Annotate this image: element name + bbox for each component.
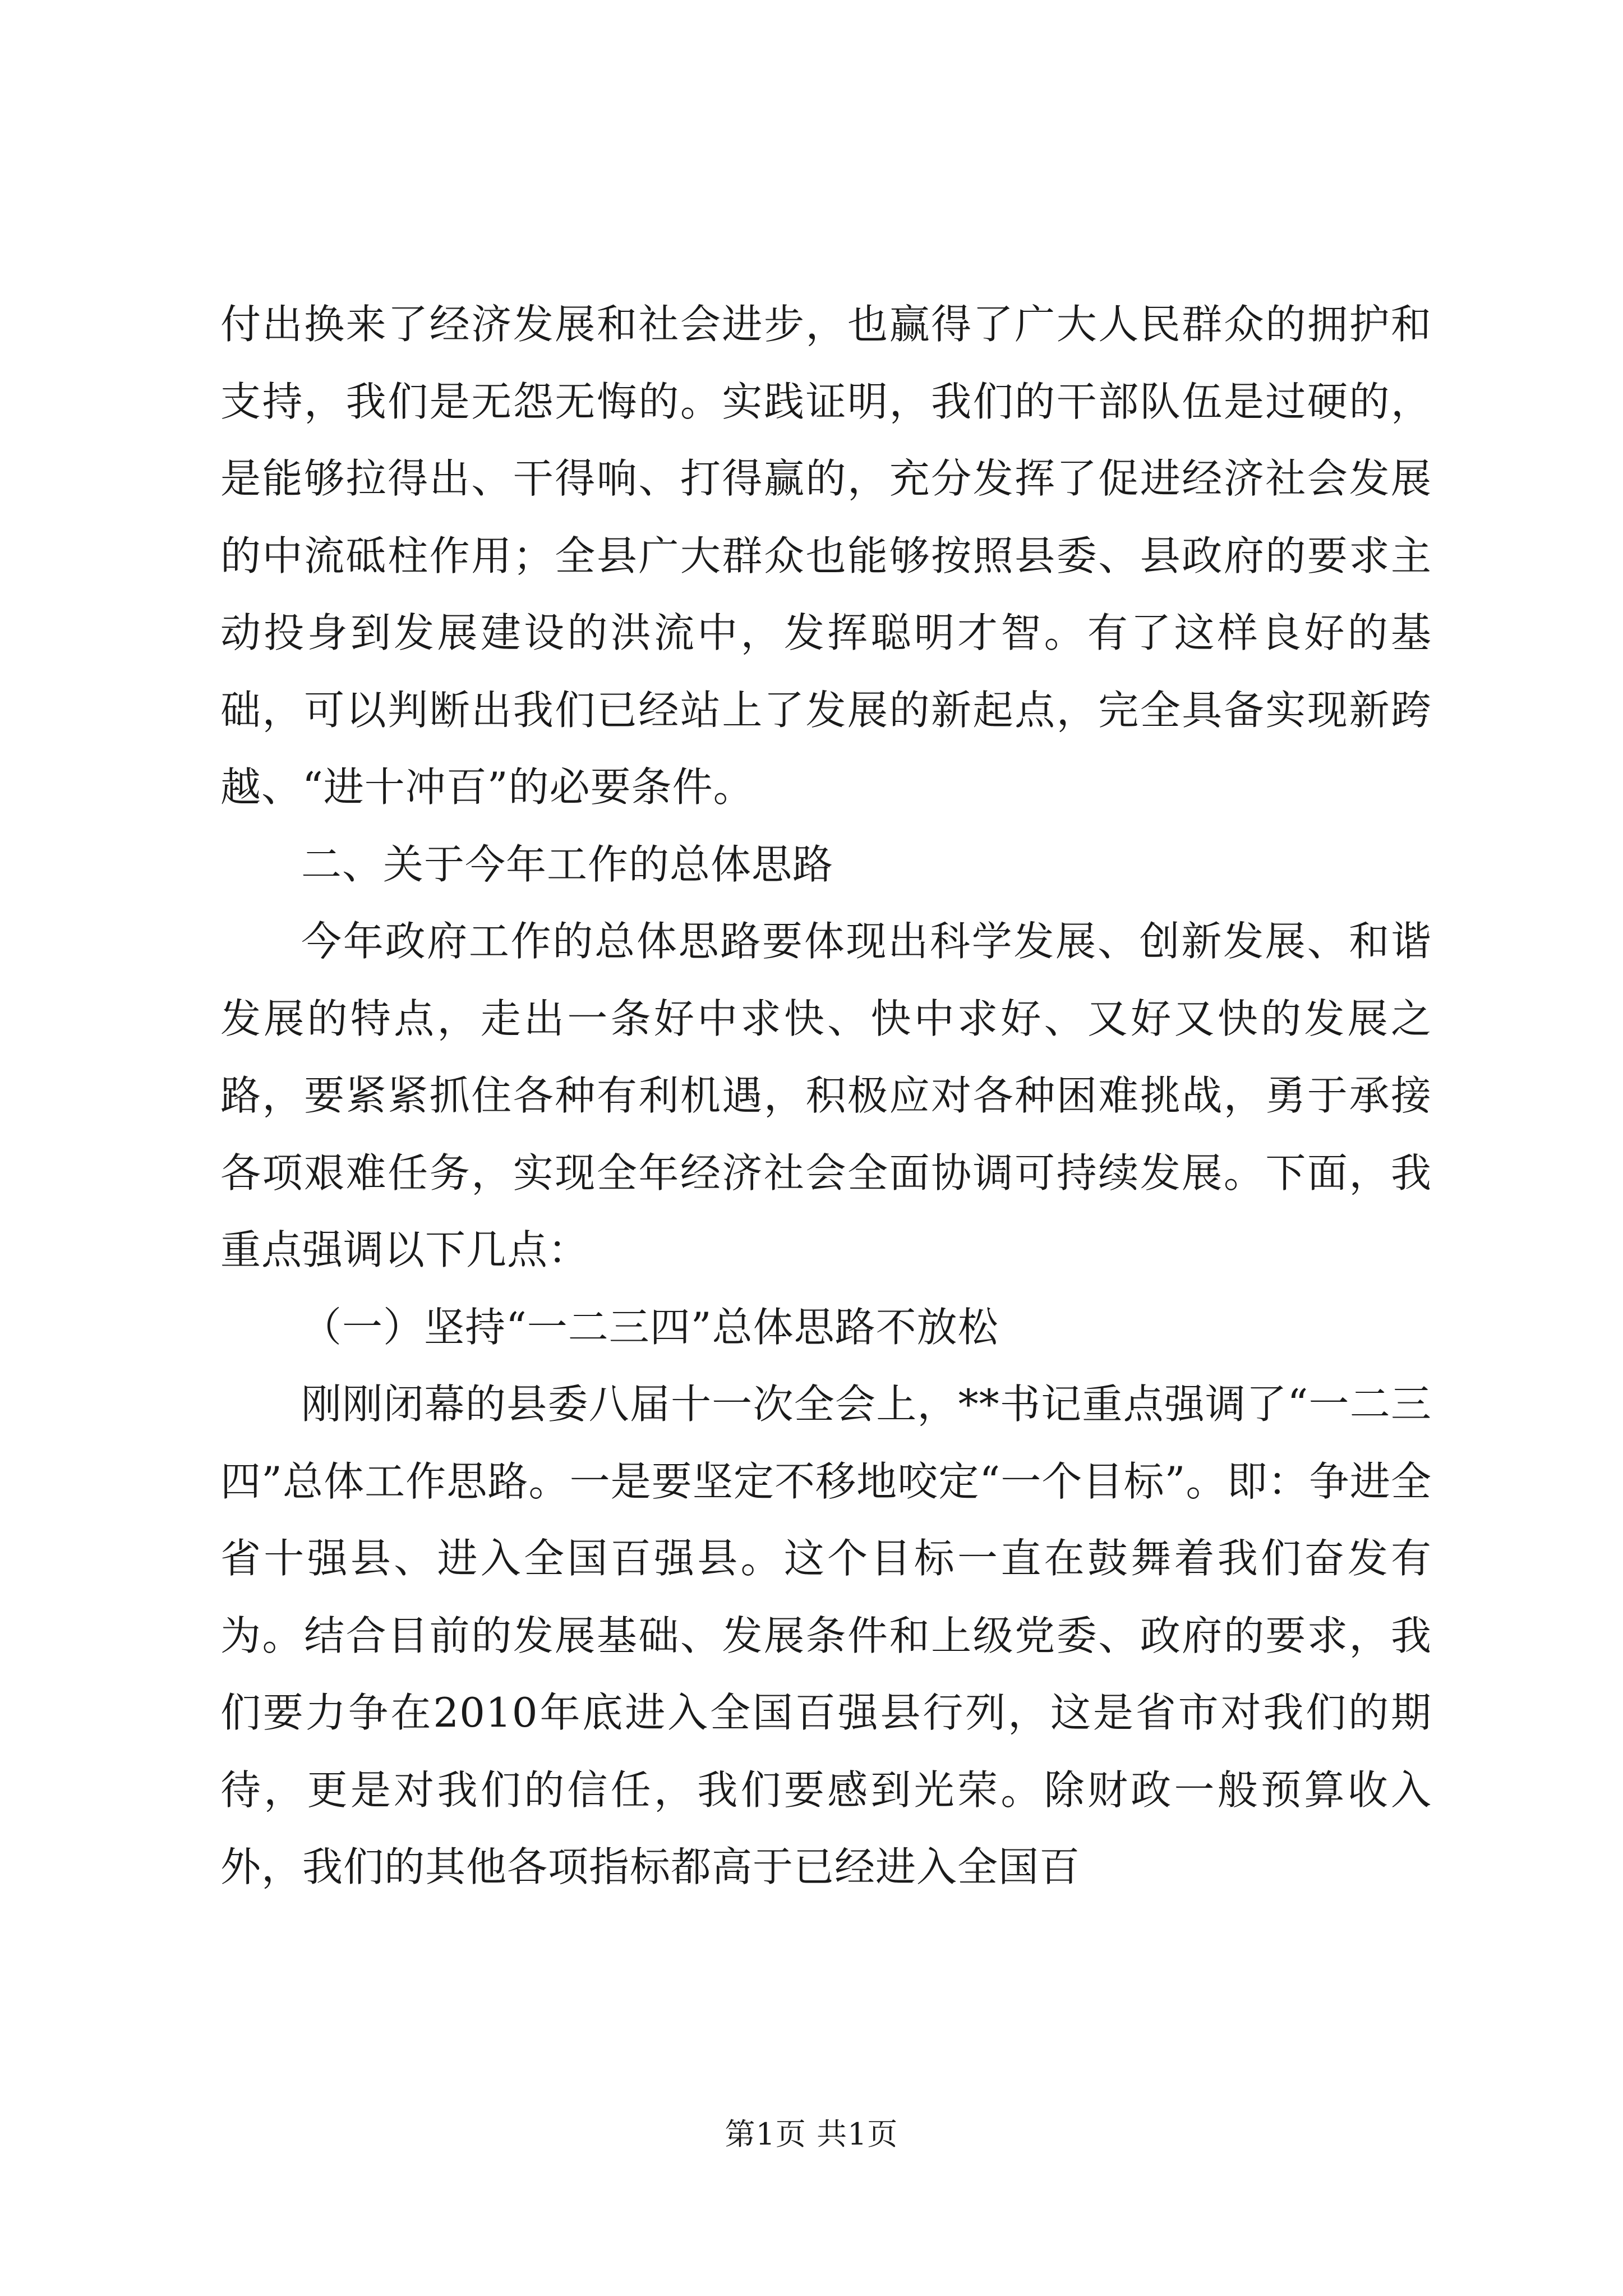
paragraph: 刚刚闭幕的县委八届十一次全会上，**书记重点强调了“一二三四”总体工作思路。一是要坚定不移地咬定“一个目标”。即：争进全省十强县、进入全国百强县。这个目标一直在鼓舞着我们奋发有为。结合目前的发展基础、发展条件和上级党委、政府的要求，我们要力争在2010年底进入全国百强县行列，这是省市对我们的期待，更是对我们的信任，我们要感到光荣。除财政一般预算收入外，我们的其他各项指标都高于已经进入全国百	[220, 1381, 1432, 1890]
section-heading: 二、关于今年工作的总体思路	[301, 840, 834, 888]
document-body	[220, 286, 1432, 1906]
paragraph: 今年政府工作的总体思路要体现出科学发展、创新发展、和谐发展的特点，走出一条好中求快、快中求好、又好又快的发展之路，要紧紧抓住各种有利机遇，积极应对各种困难挑战，勇于承接各项艰难任务，实现全年经济社会全面协调可持续发展。下面，我重点强调以下几点：	[220, 918, 1432, 1273]
subsection-heading: （一）坚持“一二三四”总体思路不放松	[301, 1303, 999, 1351]
paragraph-continuation: 付出换来了经济发展和社会进步，也赢得了广大人民群众的拥护和支持，我们是无怨无悔的。实践证明，我们的干部队伍是过硬的，是能够拉得出、干得响、打得赢的，充分发挥了促进经济社会发展的中流砥柱作用；全县广大群众也能够按照县委、县政府的要求主动投身到发展建设的洪流中，发挥聪明才智。有了这样良好的基础，可以判断出我们已经站上了发展的新起点，完全具备实现新跨越、“进十冲百”的必要条件。	[220, 301, 1432, 811]
page-footer: 第1页 共1页	[725, 2116, 898, 2152]
